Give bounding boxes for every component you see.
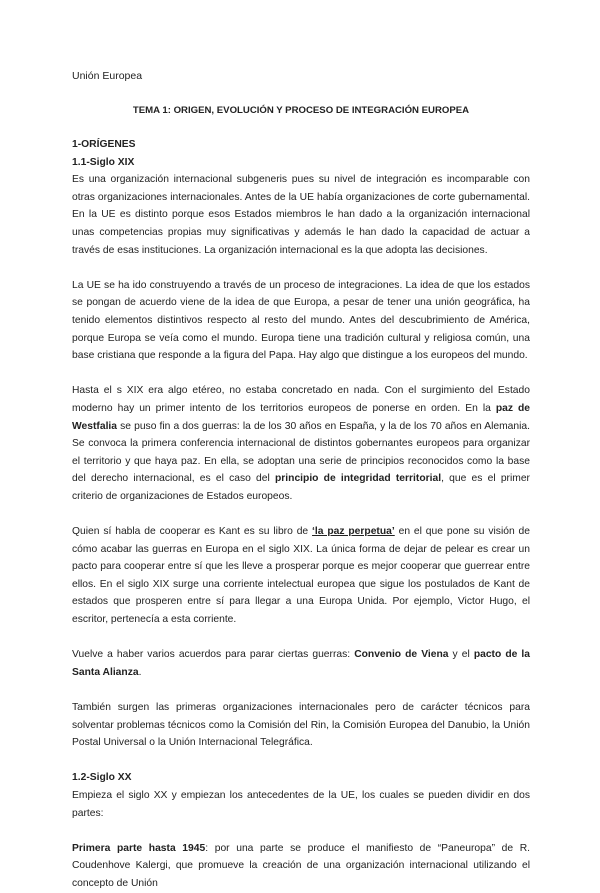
p4-bold-paz-perpetua: ‘la paz perpetua’ bbox=[312, 526, 395, 538]
p5-bold-viena: Convenio de Viena bbox=[354, 649, 449, 661]
paragraph-4 bbox=[72, 523, 530, 629]
paragraph-5 bbox=[72, 646, 530, 681]
p3-text-c: se puso fin a dos guerras: la de los 30 años en España, y la de los 70 años en Alemania. Se convoca la primera conferencia internacional de distintos gobernantes europeos para organizar el territorio y que haya paz. En ella, se adoptan una serie de principios reconocidos como la base del derecho internacional, es el caso del bbox=[72, 420, 530, 485]
subheading-siglo-xx: 1.2-Siglo XX bbox=[72, 772, 132, 784]
p5-text-c: y el bbox=[448, 649, 474, 661]
paragraph-1: Es una organización internacional subgeneris pues su nivel de integración es incomparable con otras organizaciones internacionales. Antes de la UE había organizaciones de corte gubernamental. En la UE es distinto porque esos Estados miembros le han dado a la organización internacional unas competencias propias muy significativas y además le han dado la capacidad de actuar a través de esas instituciones. La organización internacional es la que adopta las decisiones. bbox=[72, 174, 530, 256]
p8-text-b: : por una parte se produce el manifiesto de “Paneuropa” de R. Coudenhove Kalergi, que promueve la creación de una organización internacional utilizando el concepto de Unión bbox=[72, 842, 531, 889]
p3-bold-principio: principio de integridad territorial bbox=[275, 473, 442, 485]
paragraph-7: Empieza el siglo XX y empiezan los antecedentes de la UE, los cuales se pueden dividir en dos partes: bbox=[72, 789, 530, 819]
p4-text-c: en el que pone su visión de cómo acabar las guerras en Europa en el siglo XIX. La única forma de dejar de pelear es crear un pacto para cooperar entre sí que les lleve a prosperar porque es mejor cooperar que guerrear entre ellos. En el siglo XIX surge una corriente intelectual europea que sigue los postulados de Kant de estados que prosperen entre sí para llegar a una Europa Unida. Por ejemplo, Victor Hugo, el escritor, pertenecía a esta corriente. bbox=[72, 526, 531, 626]
paragraph-3 bbox=[72, 382, 530, 505]
p5-text-e: . bbox=[138, 666, 142, 678]
p3-bold-westfalia: paz de Westfalia bbox=[72, 402, 531, 432]
paragraph-2: La UE se ha ido construyendo a través de un proceso de integraciones. La idea de que los estados se pongan de acuerdo viene de la idea de que Europa, a pesar de tener una unión geográfica, ha tenido elementos distintivos respecto al resto del mundo. Antes del descubrimiento de América, porque Europa se veía como el mundo. Europa tiene una tradición cultural y religiosa común, una base cristiana que responde a la figura del Papa. Hay algo que distingue a los europeos del mundo. bbox=[72, 279, 530, 362]
p5-text-a: Vuelve a haber varios acuerdos para parar ciertas guerras: bbox=[72, 649, 355, 661]
subheading-siglo-xix: 1.1-Siglo XIX bbox=[72, 156, 135, 168]
p8-bold-primera-parte: Primera parte hasta 1945 bbox=[72, 842, 206, 854]
document-title: TEMA 1: ORIGEN, EVOLUCIÓN Y PROCESO DE INTEGRACIÓN EUROPEA bbox=[132, 105, 470, 116]
section-heading-origenes: 1-ORÍGENES bbox=[72, 139, 136, 150]
paragraph-6: También surgen las primeras organizaciones internacionales pero de carácter técnicos para solventar problemas técnicos como la Comisión del Rin, la Comisión Europea del Danubio, la Unión Postal Universal o la Unión Internacional Telegráfica. bbox=[72, 702, 530, 749]
p3-text-a: Hasta el s XIX era algo etéreo, no estaba concretado en nada. Con el surgimiento del Estado moderno hay un primer intento de los territorios europeos de ponerse en orden. En la bbox=[72, 385, 530, 414]
p5-bold-santa-alianza: pacto de la Santa Alianza bbox=[72, 649, 530, 678]
p4-text-a: Quien sí habla de cooperar es Kant es su libro de bbox=[72, 526, 313, 538]
document-header: Unión Europea bbox=[72, 70, 143, 82]
document-body bbox=[72, 136, 530, 893]
p3-text-e: , que es el primer criterio de organizaciones de Estados europeos. bbox=[72, 473, 530, 502]
